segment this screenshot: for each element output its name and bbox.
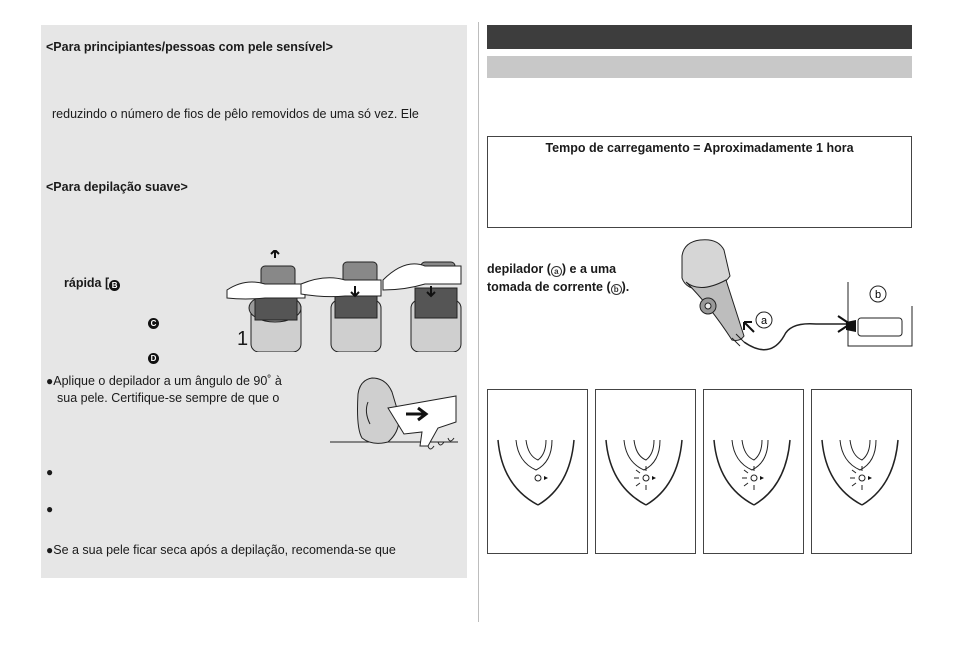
power-adapter-icon: [858, 318, 902, 336]
connect-text-2a: tomada de corrente (: [487, 280, 611, 294]
marker-d-row: [148, 347, 159, 365]
lamp-panel-1: [487, 389, 588, 554]
charging-time-text: Tempo de carregamento = Aproximadamente 1 hora: [545, 141, 854, 155]
connect-text-2b: ).: [621, 280, 630, 294]
bullet-icon: ●: [46, 374, 54, 388]
bullet-icon: ●: [46, 465, 54, 479]
step-number: 1: [237, 328, 249, 350]
label-rapida-text: rápida [: [64, 276, 110, 290]
bullet-dry-skin: [46, 542, 396, 559]
connect-text-1b: ) e a uma: [561, 262, 617, 276]
epilator-device-icon: [682, 240, 744, 346]
cap-removal-illustration: [225, 250, 465, 352]
marker-b-icon: B: [109, 280, 120, 291]
text-reducing-hairs: reduzindo o número de fios de pêlo removidos de uma só vez. Ele: [52, 107, 419, 121]
callout-a-label: a: [760, 315, 768, 327]
callout-b-icon: b: [611, 284, 622, 295]
heading-beginners: <Para principiantes/pessoas com pele sensível>: [46, 40, 333, 54]
connect-instruction-line1: [487, 261, 616, 278]
lamp-blinking-illustration: [596, 390, 696, 554]
connect-text-1a: depilador (: [487, 262, 551, 276]
lamp-off-illustration: [488, 390, 588, 554]
cap-illustration-1: [227, 250, 305, 352]
column-divider: [478, 22, 479, 622]
cap-illustration-2: [301, 262, 381, 352]
cap-illustration-3: [383, 262, 461, 352]
bullet-icon: ●: [46, 502, 54, 516]
callout-b-label: b: [874, 289, 882, 301]
bullet-angle-text-1: Aplique o depilador a um ângulo de 90˚ à: [53, 374, 282, 388]
lamp-blinking-illustration: [812, 390, 912, 554]
marker-c-icon: C: [148, 318, 159, 329]
charging-illustration: [660, 236, 915, 376]
bullet-icon: ●: [46, 543, 54, 557]
bullet-dry-skin-text: Se a sua pele ficar seca após a depilação, recomenda-se que: [53, 543, 396, 557]
hand-epilator-illustration: [328, 372, 460, 460]
lamp-panel-4: [811, 389, 912, 554]
charging-time-box: [487, 136, 912, 228]
bullet-3: [46, 501, 53, 518]
callout-a-icon: a: [551, 266, 562, 277]
subsection-header-bar: [487, 56, 912, 78]
connect-instruction-line2: [487, 279, 629, 296]
section-header-bar: [487, 25, 912, 49]
heading-smooth-epilation: <Para depilação suave>: [46, 180, 188, 194]
bullet-2: [46, 464, 53, 481]
lamp-panel-2: [595, 389, 696, 554]
marker-c-row: [148, 312, 159, 330]
label-rapid-speed: [64, 275, 120, 292]
bullet-angle-line2: sua pele. Certifique-se sempre de que o: [57, 391, 280, 405]
marker-d-icon: D: [148, 353, 159, 364]
lamp-panel-3: [703, 389, 804, 554]
bullet-angle-line1: [46, 373, 282, 390]
lamp-blinking-illustration: [704, 390, 804, 554]
